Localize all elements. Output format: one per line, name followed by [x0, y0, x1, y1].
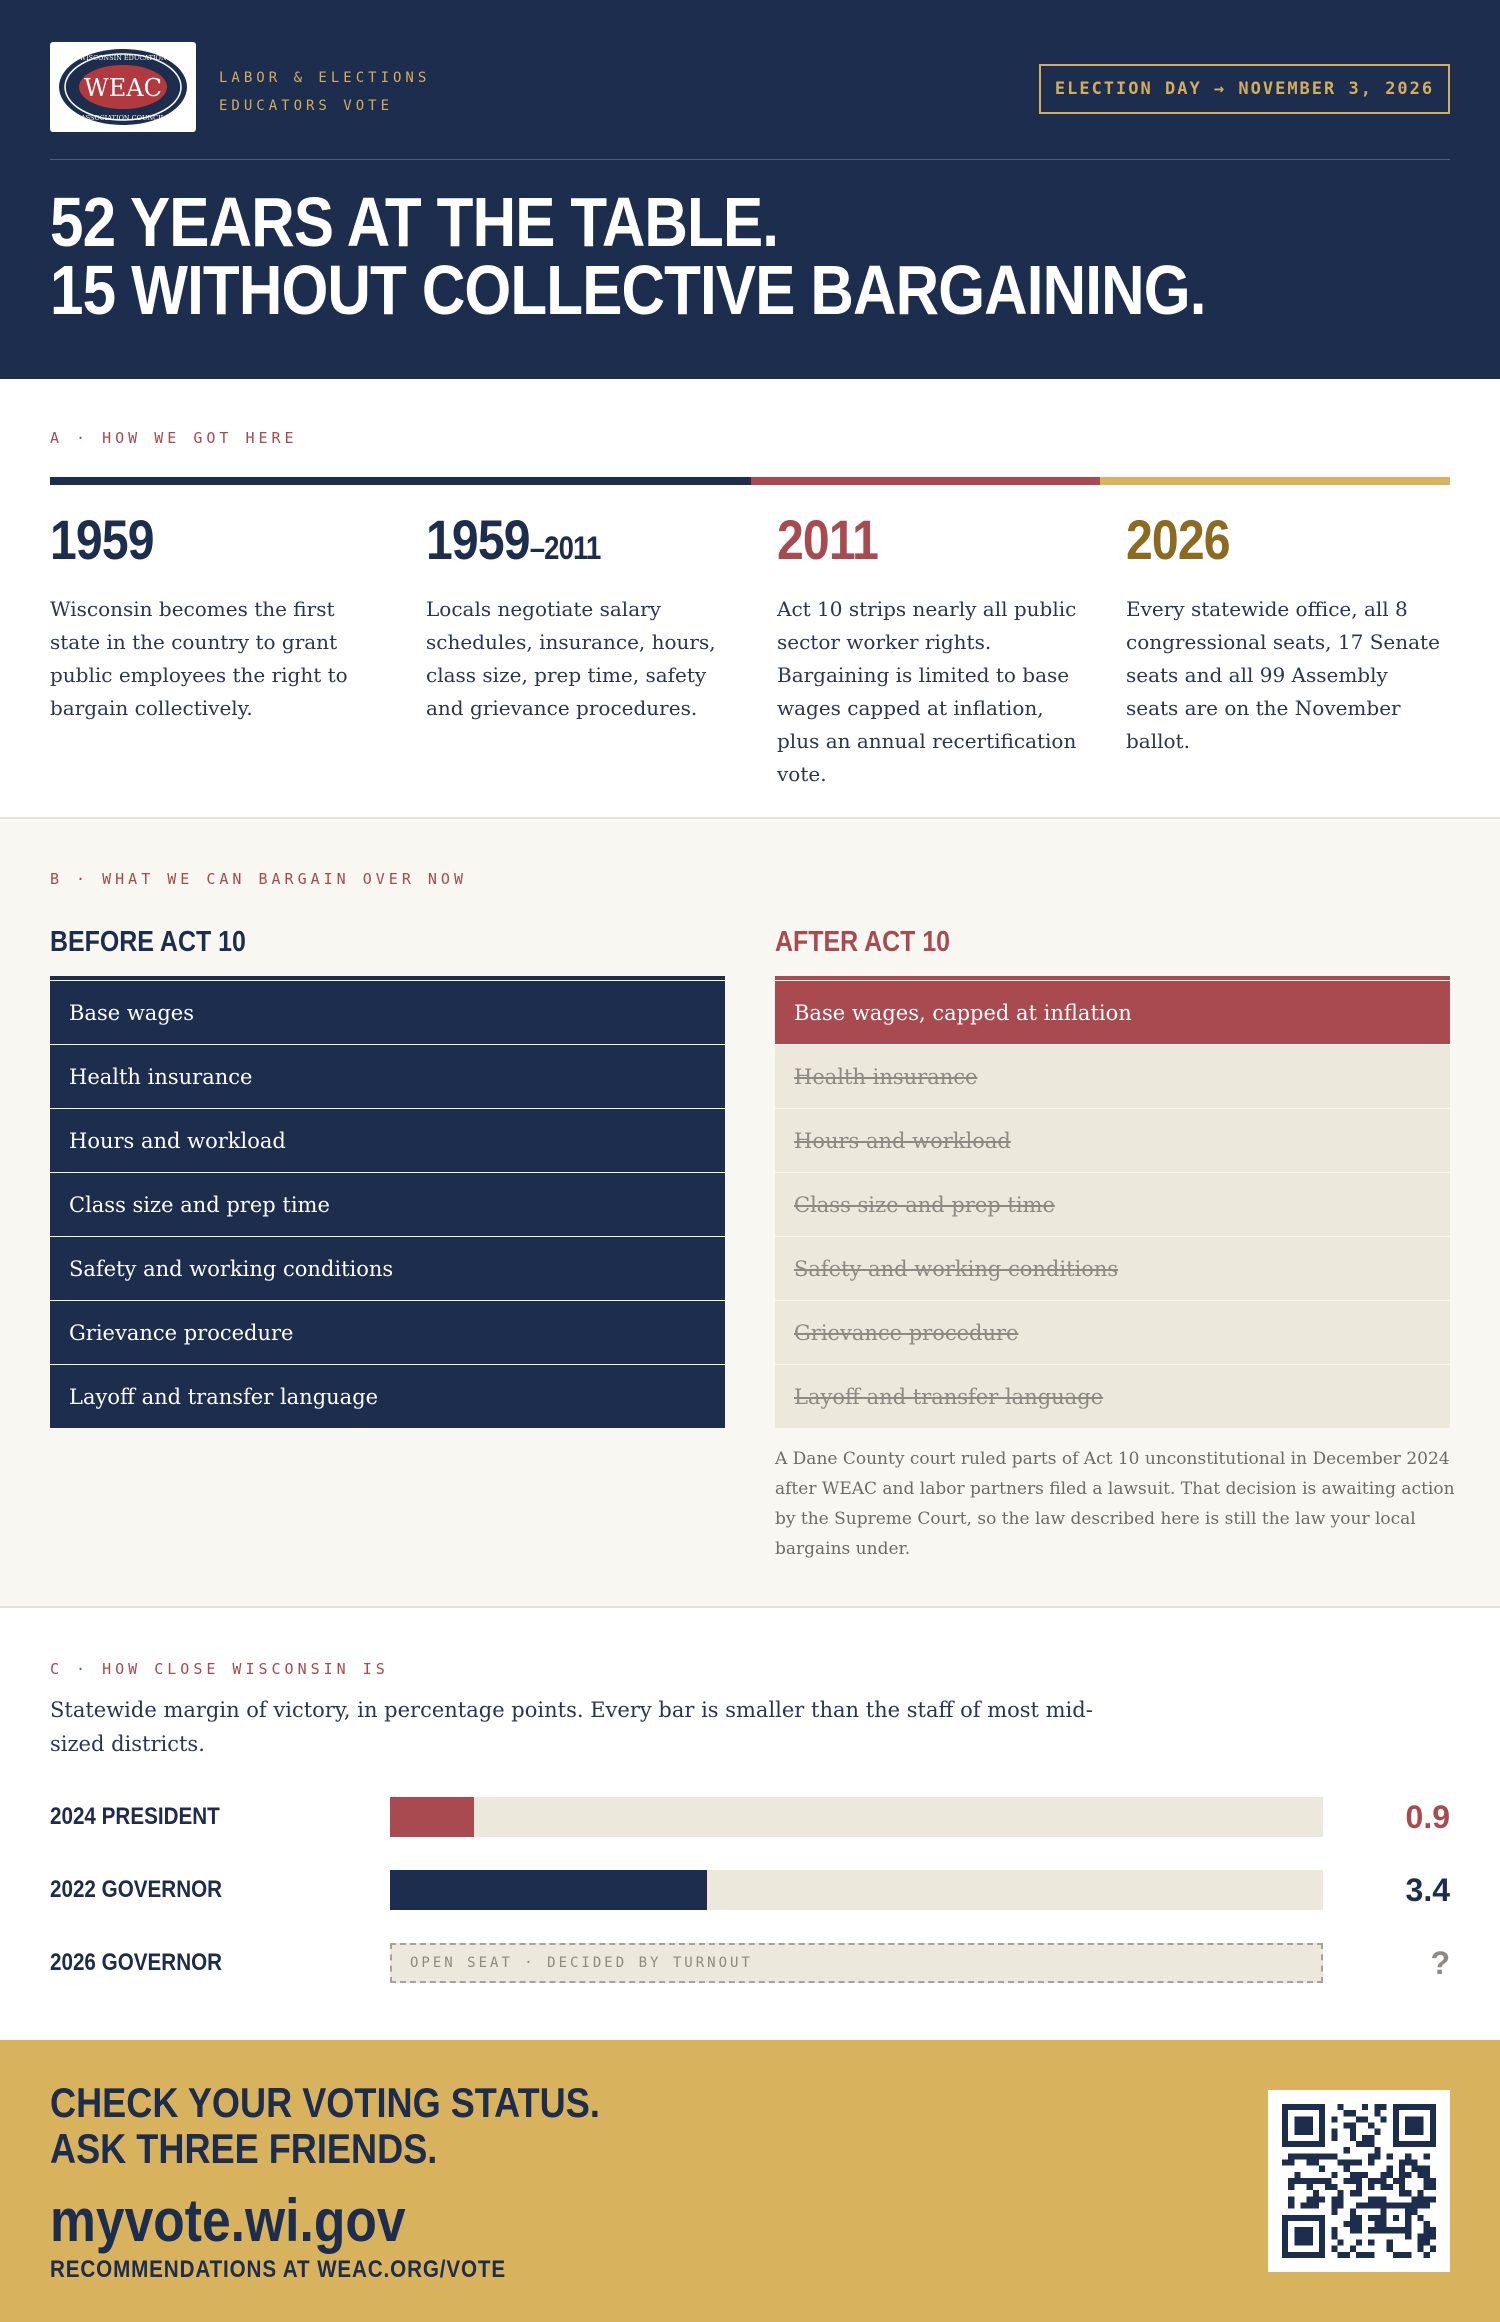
header-divider: [50, 159, 1450, 160]
timeline-bar-gold: [1100, 477, 1450, 485]
list-item: Base wages: [50, 981, 725, 1044]
before-act10-heading: BEFORE ACT 10: [50, 926, 246, 958]
list-item: Health insurance: [50, 1045, 725, 1108]
before-list-rule: [50, 976, 725, 980]
election-day-badge: ELECTION DAY → NOVEMBER 3, 2026: [1039, 64, 1450, 114]
timeline-text: Every statewide office, all 8 congressional seats, 17 Senate seats and all 99 Assembly seats are on the November ballot.: [1126, 597, 1440, 753]
header: [0, 0, 1500, 379]
margin-bar-2022-governor: [390, 1870, 707, 1910]
after-list-rule: [775, 976, 1450, 980]
margins-section-label: C · HOW CLOSE WISCONSIN IS: [50, 1660, 389, 1678]
timeline-item: [1126, 505, 1446, 758]
cta-heading: [50, 2080, 600, 2172]
logo-bottom-text: ASSOCIATION COUNCIL: [80, 114, 166, 122]
race-value: 0.9: [1405, 1799, 1450, 1835]
timeline-text: Act 10 strips nearly all public sector worker rights. Bargaining is limited to base wages capped at inflation, plus an annual recertification vote.: [777, 597, 1077, 786]
weac-logo-icon: [50, 42, 196, 132]
after-act10-heading: AFTER ACT 10: [775, 926, 951, 958]
kicker-line-1: LABOR & ELECTIONS: [219, 70, 431, 86]
footer-cta: [0, 2040, 1500, 2322]
list-item: Hours and workload: [50, 1109, 725, 1172]
timeline-year: 1959–2011: [426, 508, 601, 571]
race-value-unknown: ?: [1430, 1945, 1450, 1981]
page-headline: [50, 183, 1254, 329]
race-value: 3.4: [1405, 1872, 1450, 1908]
before-act10-list: [50, 976, 725, 1429]
logo-wordmark: WEAC: [84, 74, 162, 102]
open-seat-bar: OPEN SEAT · DECIDED BY TURNOUT: [390, 1943, 1323, 1983]
kicker-line-2: EDUCATORS VOTE: [219, 98, 394, 114]
header-kicker: [219, 64, 430, 120]
headline-line-1: 52 YEARS AT THE TABLE.: [50, 183, 779, 261]
race-label: 2026 GOVERNOR: [50, 1949, 223, 1976]
after-act10-list: [775, 976, 1450, 1429]
list-item: Safety and working conditions: [50, 1237, 725, 1300]
cta-line-1: CHECK YOUR VOTING STATUS.: [50, 2079, 600, 2126]
timeline-year: 1959: [50, 508, 154, 571]
timeline-text: Locals negotiate salary schedules, insurance, hours, class size, prep time, safety and grievance procedures.: [426, 597, 716, 720]
logo-top-text: WISCONSIN EDUCATION: [79, 54, 167, 62]
margins-section: [0, 1610, 1500, 2040]
margin-bar-track: [390, 1797, 1323, 1837]
list-item-struck: Safety and working conditions: [775, 1237, 1450, 1300]
race-label: 2024 PRESIDENT: [50, 1803, 220, 1830]
list-item: Grievance procedure: [50, 1301, 725, 1364]
qr-code-icon: [1282, 2104, 1436, 2258]
headline-line-2: 15 WITHOUT COLLECTIVE BARGAINING.: [50, 251, 1206, 329]
margin-bar-2024-president: [390, 1797, 474, 1837]
timeline-bar-navy: [50, 477, 751, 485]
timeline-section-label: A · HOW WE GOT HERE: [50, 429, 298, 447]
list-item-struck: Health insurance: [775, 1045, 1450, 1108]
qr-code[interactable]: [1268, 2090, 1450, 2272]
race-label: 2022 GOVERNOR: [50, 1876, 223, 1903]
bargaining-section-label: B · WHAT WE CAN BARGAIN OVER NOW: [50, 870, 467, 888]
timeline-bar-red: [751, 477, 1100, 485]
cta-line-2: ASK THREE FRIENDS.: [50, 2125, 438, 2172]
list-item: Class size and prep time: [50, 1173, 725, 1236]
list-item-struck: Hours and workload: [775, 1109, 1450, 1172]
court-ruling-note: A Dane County court ruled parts of Act 10 unconstitutional in December 2024 after WEAC and labor partners filed a lawsuit. That decision is awaiting action by the Supreme Court, so the law described here is still the law your local bargains under.: [775, 1449, 1455, 1559]
weac-logo[interactable]: [50, 42, 196, 132]
timeline-year: 2011: [777, 508, 879, 571]
list-item-struck: Class size and prep time: [775, 1173, 1450, 1236]
list-item-struck: Layoff and transfer language: [775, 1365, 1450, 1428]
list-item: Layoff and transfer language: [50, 1365, 725, 1428]
margins-intro: Statewide margin of victory, in percentage points. Every bar is smaller than the staff of most mid-sized districts.: [50, 1698, 1093, 1756]
timeline-item: [777, 505, 1077, 791]
myvote-link[interactable]: myvote.wi.gov: [50, 2187, 406, 2254]
timeline-text: Wisconsin becomes the first state in the country to grant public employees the right to bargain collectively.: [50, 597, 348, 720]
margin-bar-track: [390, 1870, 1323, 1910]
timeline-year: 2026: [1126, 508, 1230, 571]
timeline-item: [426, 505, 726, 725]
recommendations-link[interactable]: RECOMMENDATIONS AT WEAC.ORG/VOTE: [50, 2256, 506, 2283]
list-item-struck: Grievance procedure: [775, 1301, 1450, 1364]
timeline-section: [0, 379, 1500, 819]
timeline-item: [50, 505, 370, 725]
bargaining-section: [0, 820, 1500, 1608]
list-item: Base wages, capped at inflation: [775, 981, 1450, 1044]
